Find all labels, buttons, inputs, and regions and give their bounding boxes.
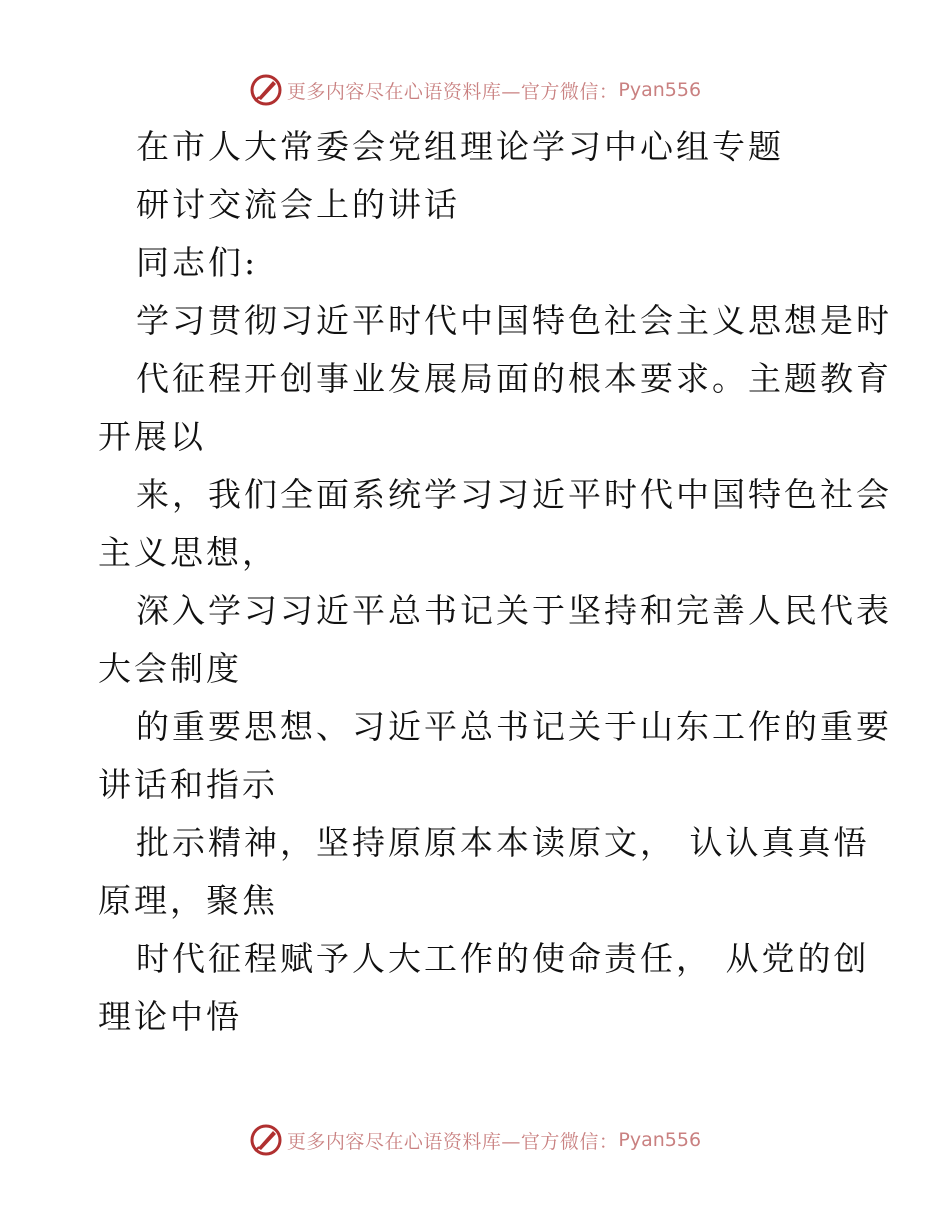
quill-logo-icon (249, 73, 283, 107)
text-line: 深入学习习近平总书记关于坚持和完善人民代表 (136, 591, 892, 630)
text-line: 来，我们全面系统学习习近平时代中国特色社会 (136, 475, 892, 514)
text-line: 开展以 (98, 417, 206, 456)
text-line: 讲话和指示 (98, 765, 278, 804)
text-line: 学习贯彻习近平时代中国特色社会主义思想是时 (136, 301, 892, 340)
watermark-text: 更多内容尽在心语资料库—官方微信： (286, 80, 619, 103)
text-line: 批示精神，坚持原原本本读原文， 认认真真悟 (136, 823, 870, 862)
watermark-account: Pyan556 (618, 1129, 702, 1151)
text-line: 原理，聚焦 (98, 881, 278, 920)
quill-logo-icon (249, 1123, 283, 1157)
footer-watermark (0, 1120, 950, 1160)
header-watermark (0, 70, 950, 110)
text-line: 时代征程赋予人大工作的使命责任， 从党的创 (136, 939, 870, 978)
text-line: 在市人大常委会党组理论学习中心组专题 (136, 127, 784, 166)
text-line: 同志们: (136, 243, 259, 282)
text-line: 大会制度 (98, 649, 242, 688)
text-line: 代征程开创事业发展局面的根本要求。主题教育 (136, 359, 892, 398)
document-body (98, 118, 892, 1046)
text-line: 的重要思想、习近平总书记关于山东工作的重要 (136, 707, 892, 746)
text-line: 主义思想， (98, 533, 278, 572)
watermark-text: 更多内容尽在心语资料库—官方微信： (286, 1130, 619, 1153)
text-line: 研讨交流会上的讲话 (136, 185, 460, 224)
watermark-account: Pyan556 (618, 79, 702, 101)
text-line: 理论中悟 (98, 997, 242, 1036)
